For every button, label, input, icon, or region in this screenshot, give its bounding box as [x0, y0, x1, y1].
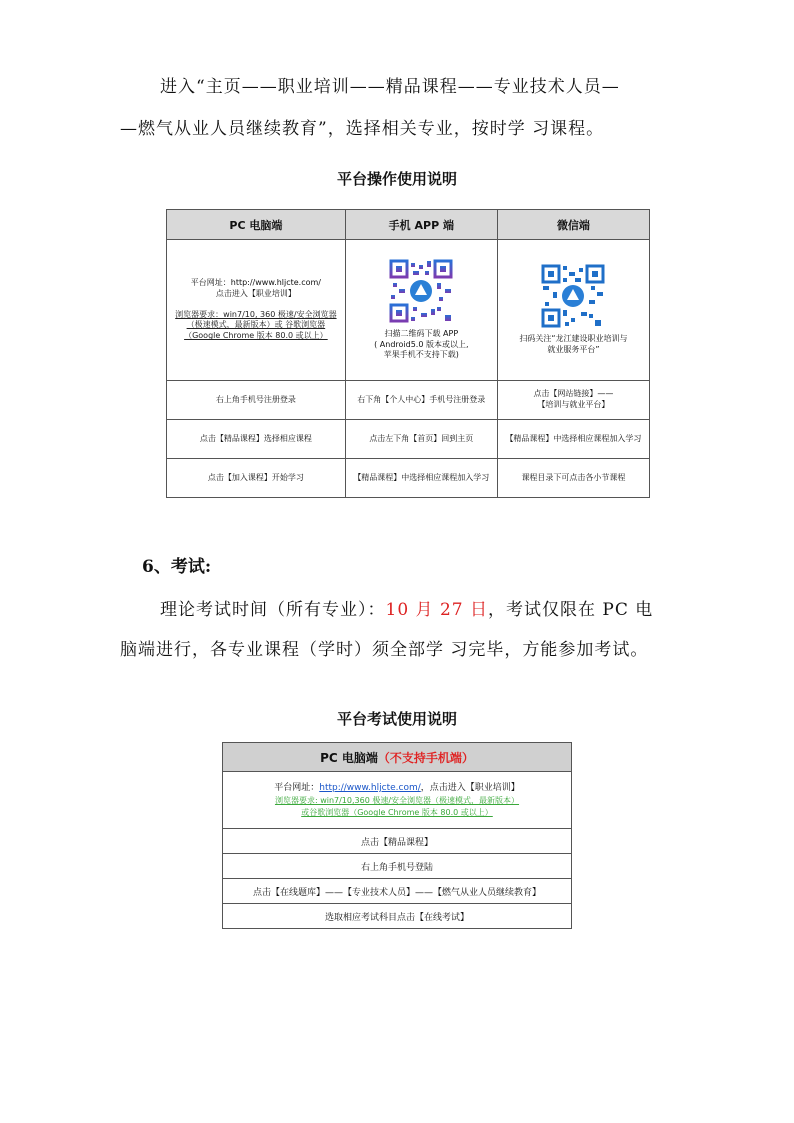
exam-address-line: [227, 781, 567, 795]
table1-cell-r2c1: 点击【精品课程】选择相应课程: [167, 420, 346, 459]
exam-step-1: 点击【精品课程】: [223, 829, 572, 854]
table1-cell-r1c1: 右上角手机号注册登录: [167, 381, 346, 420]
wechat-qr-code-icon[interactable]: [541, 264, 605, 328]
exam-para-line-1: [160, 595, 653, 620]
wechat-text-2: 就业服务平台”: [547, 345, 600, 354]
wechat-cell: [497, 240, 649, 381]
table2-caption: 平台考试使用说明: [336, 710, 457, 728]
exam-step-3: 点击【在线题库】——【专业技术人员】——【燃气从业人员继续教育】: [223, 879, 572, 904]
exam-header-main: PC 电脑端: [320, 750, 378, 765]
table1-cell-r1c3: 点击【网站链接】—— 【培训与就业平台】: [497, 381, 649, 420]
table1-cell-r2c3: 【精品课程】中选择相应课程加入学习: [497, 420, 649, 459]
exam-header-note: （不支持手机端）: [377, 750, 474, 765]
table1-cell-r3c3: 课程目录下可点击各小节课程: [497, 459, 649, 498]
pc-browser-1: 浏览器要求：win7/10, 360 极速/安全浏览器: [175, 309, 337, 319]
pc-browser-2: （极速模式，最新版本）或 谷歌浏览器: [186, 320, 326, 330]
table1-cell-r3c2: 【精品课程】中选择相应课程加入学习: [345, 459, 497, 498]
exam-address-after: ，点击进入【职业培训】: [420, 782, 520, 793]
exam-step-4: 选取相应考试科目点击【在线考试】: [223, 904, 572, 929]
table1-cell-r2c2: 点击左下角【首页】回到主页: [345, 420, 497, 459]
pc-enter: 点击进入【职业培训】: [215, 288, 296, 298]
header-wechat: 微信端: [497, 210, 649, 240]
table1-cell-r1c2: 右下角【个人中心】手机号注册登录: [345, 381, 497, 420]
exam-browser-2: 或谷歌浏览器（Google Chrome 版本 80.0 或以上）: [301, 808, 493, 818]
exam-restriction: ，考试仅限在 PC 电: [487, 600, 654, 620]
exam-step-2: 右上角手机号登陆: [223, 854, 572, 879]
pc-address: 平台网址：http://www.hljcte.com/: [190, 278, 321, 287]
platform-exam-table: [222, 742, 572, 929]
header-pc: PC 电脑端: [167, 210, 346, 240]
table1-cell-r3c1: 点击【加入课程】开始学习: [167, 459, 346, 498]
wechat-text-1: 扫码关注“龙江建设职业培训与: [519, 334, 628, 344]
app-text-2: ( Android5.0 版本或以上,: [374, 339, 469, 349]
exam-address-label: 平台网址：: [274, 782, 320, 793]
table1-caption: 平台操作使用说明: [336, 170, 457, 188]
intro-line-1: 进入“主页——职业培训——精品课程——专业技术人员—: [160, 77, 620, 97]
app-cell: [345, 240, 497, 381]
section-6-heading: 6、考试:: [142, 557, 212, 577]
app-text-3: 苹果手机不支持下载): [383, 350, 459, 360]
exam-time-label: 理论考试时间（所有专业）：: [160, 600, 386, 620]
pc-cell: [167, 240, 346, 381]
pc-browser-3: （Google Chrome 版本 80.0 或以上）: [184, 331, 328, 341]
exam-address-link[interactable]: http://www.hljcte.com/: [319, 782, 421, 793]
exam-date: 10 月 27 日: [385, 600, 488, 620]
exam-address-cell: [223, 772, 572, 829]
header-app: 手机 APP 端: [345, 210, 497, 240]
app-text-1: 扫描二维码下载 APP: [384, 328, 459, 338]
exam-browser-1: 浏览器要求: win7/10,360 极速/安全浏览器（极速模式，最新版本）: [274, 796, 520, 806]
intro-line-2: —燃气从业人员继续教育”，选择相关专业，按时学 习课程。: [120, 119, 605, 139]
exam-table-header: [223, 743, 572, 772]
platform-operation-table: [166, 209, 650, 498]
app-qr-code-icon[interactable]: [389, 259, 453, 323]
exam-para-line-2: 脑端进行，各专业课程（学时）须全部学 习完毕，方能参加考试。: [120, 640, 649, 660]
